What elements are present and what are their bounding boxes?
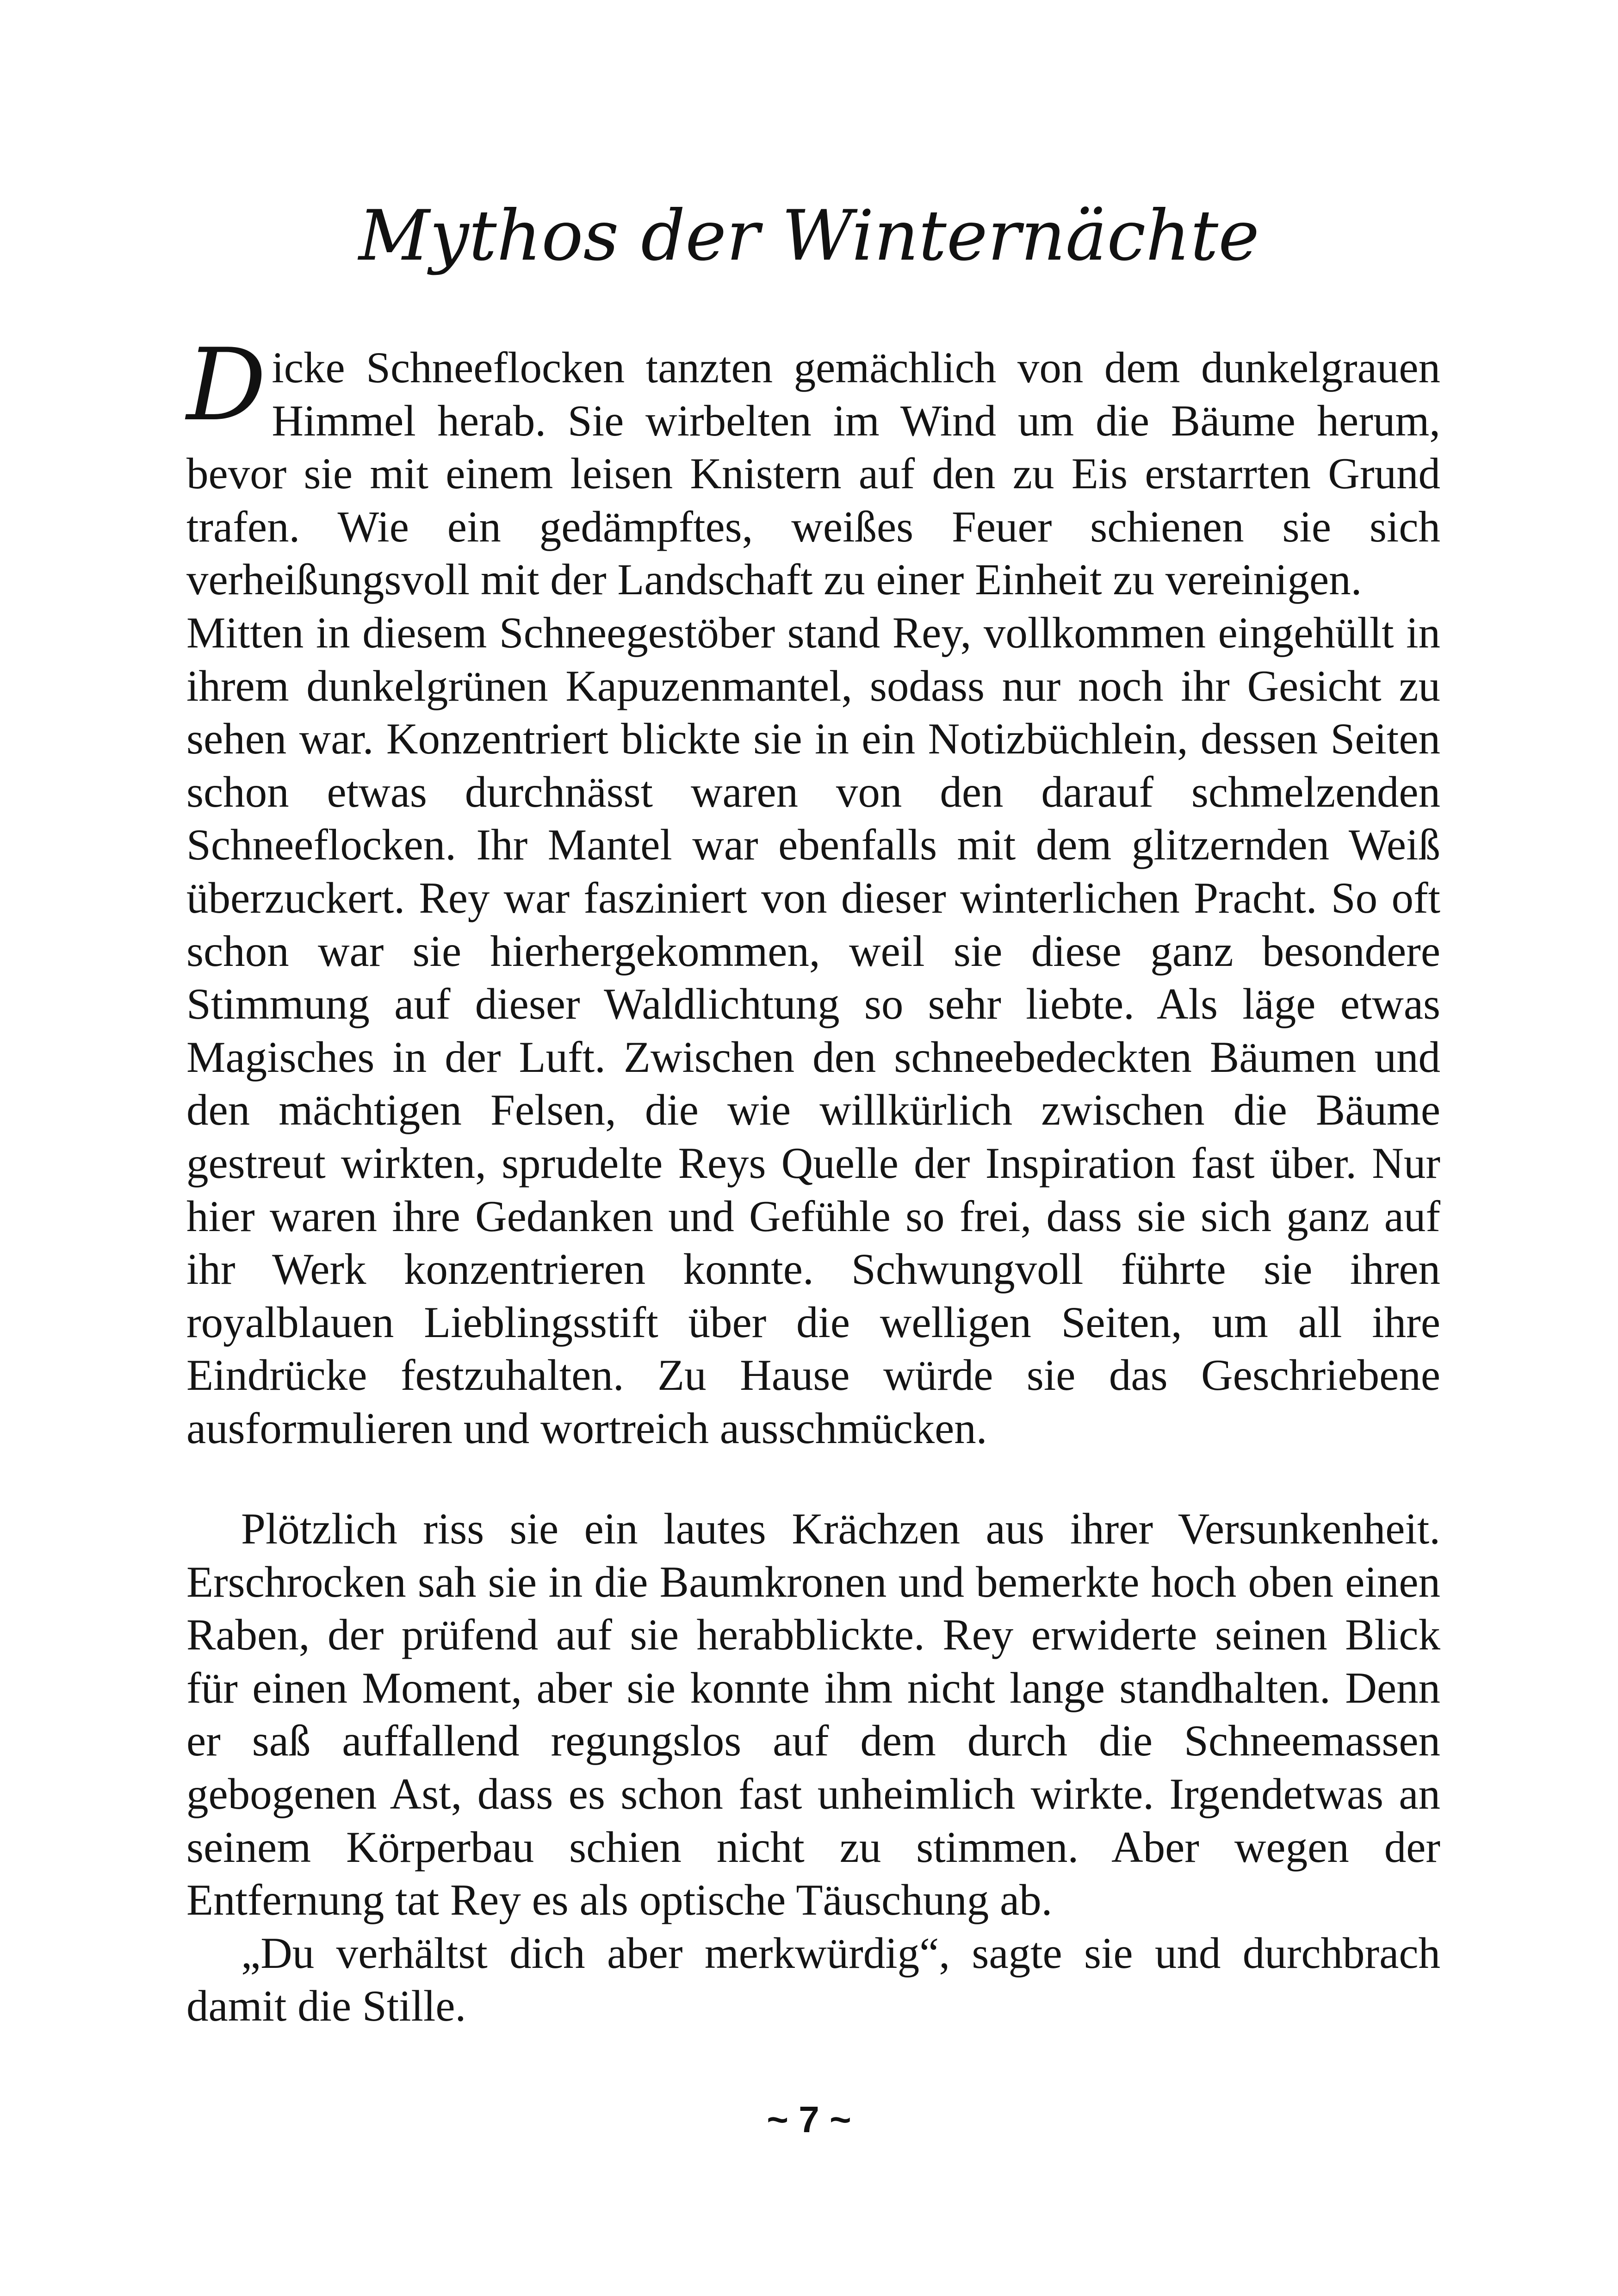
paragraph-opening: [186, 327, 1440, 606]
paragraph-dialogue: „Du verhältst dich aber merkwürdig“, sagte sie und durchbrach damit die Stille.: [186, 1928, 1440, 2031]
text-block-second: [186, 1502, 1440, 2033]
paragraph-opening-text: icke Schneeflocken tanzten gemächlich von dem dunkelgrauen Himmel herab. Sie wirbelten im Wind um die Bäume herum, bevor sie mit einem leisen Knistern auf den zu Eis erstarrten Grund trafen. Wie ein gedämpftes, weißes Feuer schienen sie sich verheißungsvoll mit der Landschaft zu einer Einheit zu vereinigen.: [186, 343, 1440, 604]
text-block-opening: [186, 327, 1440, 1455]
paragraph: Mitten in diesem Schneegestöber stand Rey, vollkommen eingehüllt in ihrem dunkelgrünen Kapuzenmantel, sodass nur noch ihr Gesicht zu sehen war. Konzentriert blickte sie in ein Notizbüchlein, dessen Seiten schon etwas durchnässt waren von den darauf schmelzenden Schneeflocken. Ihr Mantel war ebenfalls mit dem glitzernden Weiß überzuckert. Rey war fasziniert von dieser winterlichen Pracht. So oft schon war sie hierhergekommen, weil sie diese ganz besondere Stimmung auf dieser Waldlichtung so sehr liebte. Als läge etwas Magisches in der Luft. Zwischen den schneebedeckten Bäumen und den mächtigen Felsen, die wie willkürlich zwischen die Bäume gestreut wirkten, sprudelte Reys Quelle der Inspiration fast über. Nur hier waren ihre Gedanken und Gefühle so frei, dass sie sich ganz auf ihr Werk konzentrieren konnte. Schwungvoll führte sie ihren royalblauen Lieblingsstift über die welligen Seiten, um all ihre Eindrücke festzuhalten. Zu Hause würde sie das Geschriebene ausformulieren und wortreich ausschmücken.: [186, 608, 1440, 1453]
page-number: ~ 7 ~: [767, 2099, 851, 2140]
paragraph: Plötzlich riss sie ein lautes Krächzen aus ihrer Versunkenheit. Erschrocken sah sie in die Baumkronen und bemerkte hoch oben einen Raben, der prüfend auf sie herabblickte. Rey erwiderte seinen Blick für einen Moment, aber sie konnte ihm nicht lange standhalten. Denn er saß auffallend regungslos auf dem durch die Schneemassen gebogenen Ast, dass es schon fast unheimlich wirkte. Irgendetwas an seinem Körperbau schien nicht zu stimmen. Aber wegen der Entfernung tat Rey es als optische Täuschung ab.: [186, 1504, 1440, 1925]
chapter-title: Mythos der Winternächte: [359, 196, 1259, 276]
drop-cap: D: [186, 327, 267, 443]
